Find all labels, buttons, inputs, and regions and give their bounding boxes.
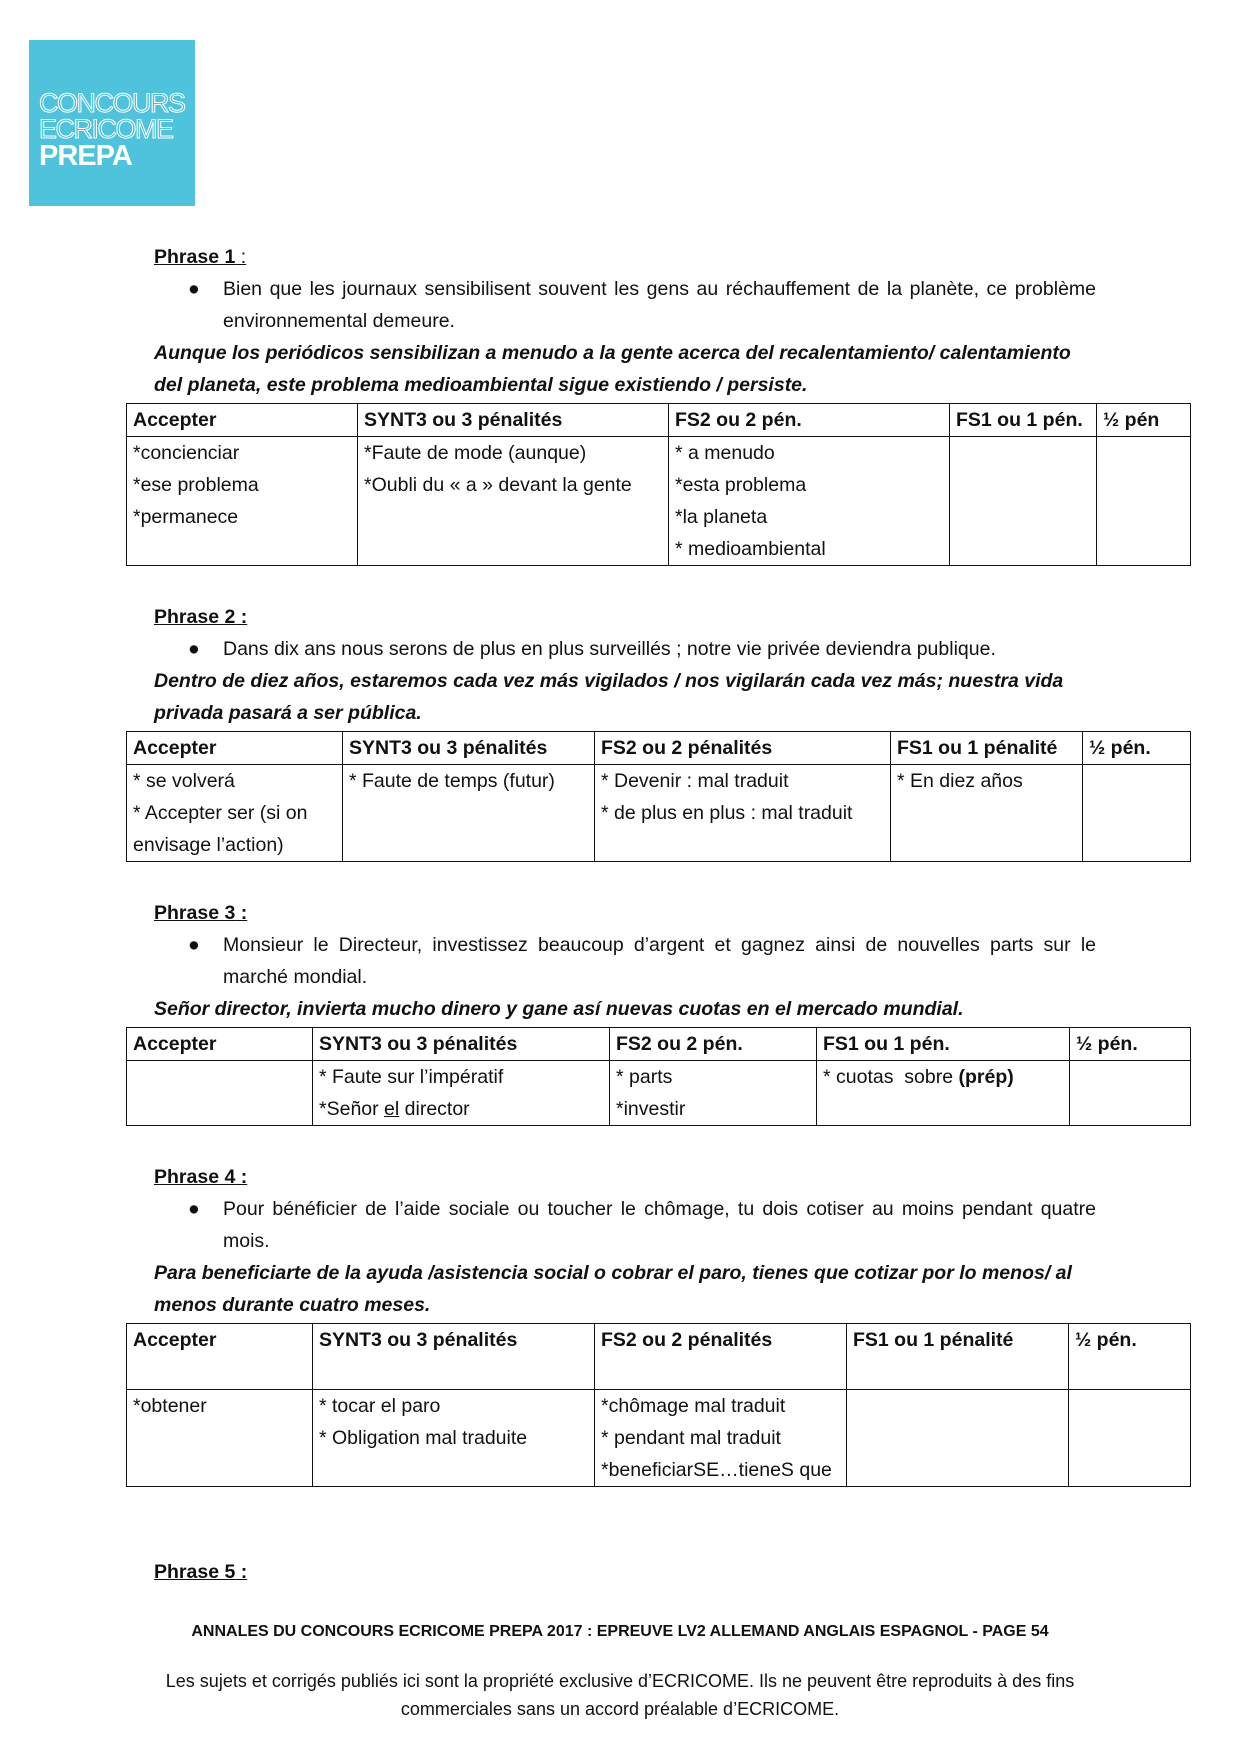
cell-line: *investir: [616, 1098, 686, 1120]
phrase-1-table: [126, 403, 1191, 566]
phrase-5-section: [126, 1556, 1190, 1588]
phrase-3-header-row: [127, 1028, 1191, 1061]
cell-line: *Oubli du « a » devant la gente: [364, 474, 632, 496]
col-header-synt3: SYNT3 ou 3 pénalités: [343, 732, 595, 765]
cuotas-prep: (prép): [958, 1066, 1014, 1088]
phrase-3-french: [126, 929, 1190, 993]
phrase-2-french: [126, 633, 1190, 665]
phrase-4-header-row: [127, 1324, 1191, 1390]
cell-line: *chômage mal traduit: [601, 1395, 786, 1417]
logo-line-prepa: PREPA: [39, 140, 132, 172]
phrase-3-colon: :: [235, 902, 248, 924]
cell-line: *la planeta: [675, 506, 768, 528]
phrase-2-body-row: [127, 765, 1191, 862]
phrase-2-table: [126, 731, 1191, 862]
phrase-2-spanish: Dentro de diez años, estaremos cada vez más vigilados / nos vigilarán cada vez más; nuestra vida privada pasará a ser pública.: [154, 670, 1064, 724]
cell-line: * pendant mal traduit: [601, 1427, 781, 1449]
col-header-synt3: SYNT3 ou 3 pénalités: [313, 1324, 595, 1390]
phrase-4-body-row: [127, 1390, 1191, 1487]
phrase-3-table: [126, 1027, 1191, 1126]
col-header-half: ½ pén.: [1069, 1324, 1191, 1390]
col-header-fs2: FS2 ou 2 pén.: [669, 404, 950, 437]
cell-line: * Devenir : mal traduit: [601, 770, 789, 792]
phrase-1-header-row: [127, 404, 1191, 437]
phrase-3-title-text: Phrase 3: [154, 902, 236, 924]
senor-el-underlined: el: [384, 1098, 400, 1120]
col-header-fs1: FS1 ou 1 pén.: [817, 1028, 1070, 1061]
phrase-2-colon: :: [235, 606, 248, 628]
footer-notice: Les sujets et corrigés publiés ici sont la propriété exclusive d’ECRICOME. Ils ne peuvent être reproduits à des fins commerciales sans un accord préalable d’ECRICOME.: [165, 1671, 1075, 1719]
cell-line: *concienciar: [133, 442, 240, 464]
cell-line: *obtener: [133, 1395, 207, 1417]
phrase-2-title-text: Phrase 2: [154, 606, 236, 628]
cell-fs2: [595, 765, 891, 862]
phrase-4-french-text: Pour bénéficier de l’aide sociale ou toucher le chômage, tu dois cotiser au moins pendant quatre mois.: [223, 1198, 1096, 1252]
col-header-synt3: SYNT3 ou 3 pénalités: [358, 404, 669, 437]
phrase-3-spanish: Señor director, invierta mucho dinero y gane así nuevas cuotas en el mercado mundial.: [154, 998, 964, 1020]
cell-line: [823, 1061, 1063, 1093]
cell-accepter: [127, 1390, 313, 1487]
phrase-5-colon: :: [235, 1561, 248, 1583]
phrase-1-body-row: [127, 437, 1191, 566]
cell-synt3: [343, 765, 595, 862]
phrase-4-french: [126, 1193, 1190, 1257]
senor-suffix: director: [399, 1098, 470, 1120]
cell-fs1: [950, 437, 1097, 566]
phrase-4-spanish: Para beneficiarte de la ayuda /asistencia social o cobrar el paro, tienes que cotizar por lo menos/ al menos durante cuatro meses.: [154, 1262, 1072, 1316]
cell-line: * Faute de temps (futur): [349, 770, 555, 792]
phrase-1-title: [154, 241, 1190, 273]
phrase-5-title-text: Phrase 5: [154, 1561, 236, 1583]
cuotas-text: * cuotas sobre: [823, 1066, 959, 1088]
cell-fs1: [891, 765, 1083, 862]
cell-line: * Obligation mal traduite: [319, 1427, 528, 1449]
cell-fs2: [669, 437, 950, 566]
col-header-fs1: FS1 ou 1 pén.: [950, 404, 1097, 437]
cell-accepter: [127, 1061, 313, 1126]
col-header-fs2: FS2 ou 2 pénalités: [595, 732, 891, 765]
cell-line: *esta problema: [675, 474, 807, 496]
cell-synt3: [313, 1061, 610, 1126]
cell-line: [319, 1093, 603, 1125]
col-header-fs1: FS1 ou 1 pénalité: [891, 732, 1083, 765]
cell-fs2: [595, 1390, 847, 1487]
phrase-5-title: [154, 1556, 1190, 1588]
phrase-3-body-row: [127, 1061, 1191, 1126]
col-header-half: ½ pén: [1097, 404, 1191, 437]
bullet-icon: ●: [188, 638, 200, 660]
cell-synt3: [313, 1390, 595, 1487]
col-header-fs2: FS2 ou 2 pénalités: [595, 1324, 847, 1390]
phrase-1-french-text: Bien que les journaux sensibilisent souvent les gens au réchauffement de la planète, ce problème environnemental demeure.: [223, 278, 1096, 332]
phrase-4-table: [126, 1323, 1191, 1487]
cell-half: [1083, 765, 1191, 862]
cell-line: * parts: [616, 1066, 673, 1088]
col-header-fs1: FS1 ou 1 pénalité: [847, 1324, 1069, 1390]
phrase-3-section: [126, 897, 1190, 1126]
cell-line: * a menudo: [675, 442, 775, 464]
cell-line: * Accepter ser (si on envisage l’action): [133, 802, 308, 856]
phrase-2-section: [126, 601, 1190, 862]
footer-title: ANNALES DU CONCOURS ECRICOME PREPA 2017 : EPREUVE LV2 ALLEMAND ANGLAIS ESPAGNOL - PAGE 54: [191, 1623, 1049, 1640]
col-header-synt3: SYNT3 ou 3 pénalités: [313, 1028, 610, 1061]
bullet-icon: ●: [188, 278, 200, 300]
col-header-accepter: Accepter: [127, 1028, 313, 1061]
cell-accepter: [127, 437, 358, 566]
cell-line: * se volverá: [133, 770, 235, 792]
cell-accepter: [127, 765, 343, 862]
phrase-2-title: [154, 601, 1190, 633]
cell-fs2: [610, 1061, 817, 1126]
ecricome-logo: [29, 40, 195, 206]
cell-line: * En diez años: [897, 770, 1023, 792]
cell-synt3: [358, 437, 669, 566]
col-header-accepter: Accepter: [127, 404, 358, 437]
phrase-1-section: [126, 241, 1190, 566]
phrase-4-section: [126, 1161, 1190, 1487]
phrase-1-spanish: Aunque los periódicos sensibilizan a menudo a la gente acerca del recalentamiento/ calentamiento del planeta, este problema medioambiental sigue existiendo / persiste.: [154, 342, 1071, 396]
bullet-icon: ●: [188, 934, 200, 956]
cell-fs1: [847, 1390, 1069, 1487]
cell-half: [1069, 1390, 1191, 1487]
cell-line: * medioambiental: [675, 538, 826, 560]
cell-line: * de plus en plus : mal traduit: [601, 802, 853, 824]
phrase-1-colon: :: [235, 246, 247, 268]
phrase-1-french: [126, 273, 1190, 337]
cell-line: * Faute sur l’impératif: [319, 1066, 504, 1088]
bullet-icon: ●: [188, 1198, 200, 1220]
cell-line: *permanece: [133, 506, 239, 528]
phrase-2-header-row: [127, 732, 1191, 765]
cell-half: [1070, 1061, 1191, 1126]
senor-prefix: *Señor: [319, 1098, 385, 1120]
cell-line: * tocar el paro: [319, 1395, 441, 1417]
col-header-half: ½ pén.: [1083, 732, 1191, 765]
cell-line: *beneficiarSE…tieneS que: [601, 1459, 832, 1481]
phrase-4-colon: :: [235, 1166, 248, 1188]
logo-line-concours: CONCOURS: [39, 88, 185, 118]
col-header-accepter: Accepter: [127, 732, 343, 765]
cell-line: *ese problema: [133, 474, 259, 496]
phrase-3-title: [154, 897, 1190, 929]
phrase-4-title-text: Phrase 4: [154, 1166, 236, 1188]
col-header-fs2: FS2 ou 2 pén.: [610, 1028, 817, 1061]
phrase-3-french-text: Monsieur le Directeur, investissez beaucoup d’argent et gagnez ainsi de nouvelles parts sur le marché mondial.: [223, 934, 1096, 988]
phrase-2-french-text: Dans dix ans nous serons de plus en plus surveillés ; notre vie privée deviendra publique.: [223, 638, 996, 660]
col-header-accepter: Accepter: [127, 1324, 313, 1390]
phrase-1-title-text: Phrase 1: [154, 246, 236, 268]
phrase-4-title: [154, 1161, 1190, 1193]
cell-half: [1097, 437, 1191, 566]
col-header-half: ½ pén.: [1070, 1028, 1191, 1061]
cell-line: *Faute de mode (aunque): [364, 442, 587, 464]
cell-fs1: [817, 1061, 1070, 1126]
logo-line-ecricome: ECRICOME: [39, 114, 173, 144]
